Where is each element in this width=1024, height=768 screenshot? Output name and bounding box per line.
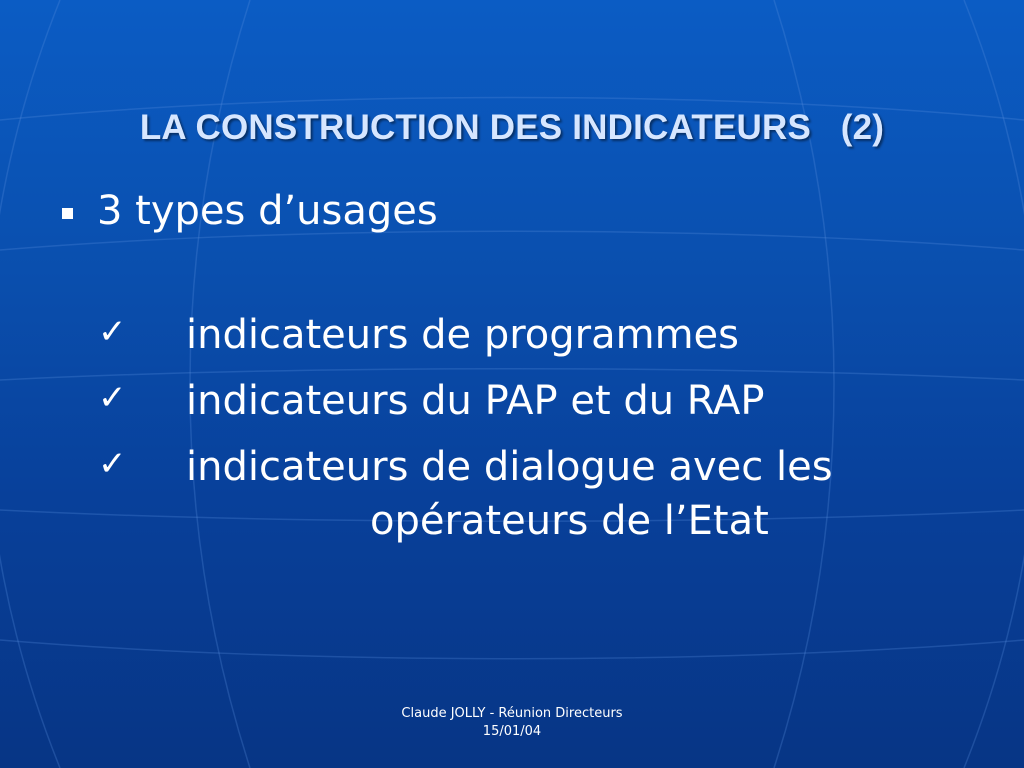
sub-item-text-multiline xyxy=(186,440,833,548)
checkmark-icon: ✓ xyxy=(98,444,127,484)
checkmark-icon: ✓ xyxy=(98,378,127,418)
sub-item-programmes xyxy=(98,308,739,362)
square-bullet-icon xyxy=(62,208,73,219)
sub-item-text: indicateurs du PAP et du RAP xyxy=(186,378,765,424)
slide-title: LA CONSTRUCTION DES INDICATEURS (2) xyxy=(139,108,885,147)
sub-item-text: indicateurs de programmes xyxy=(186,312,739,358)
footer-date: 15/01/04 xyxy=(482,724,542,739)
sub-item-text-line1: indicateurs de dialogue avec les xyxy=(186,444,833,490)
sub-item-text-line2: opérateurs de l’Etat xyxy=(370,498,769,544)
bullet-item xyxy=(62,188,438,234)
checkmark-icon: ✓ xyxy=(98,312,127,352)
slide-footer xyxy=(0,705,1024,741)
bullet-text: 3 types d’usages xyxy=(97,188,438,234)
sub-item-dialogue xyxy=(98,440,833,548)
sub-item-pap-rap xyxy=(98,374,764,428)
footer-author: Claude JOLLY - Réunion Directeurs xyxy=(401,706,623,721)
